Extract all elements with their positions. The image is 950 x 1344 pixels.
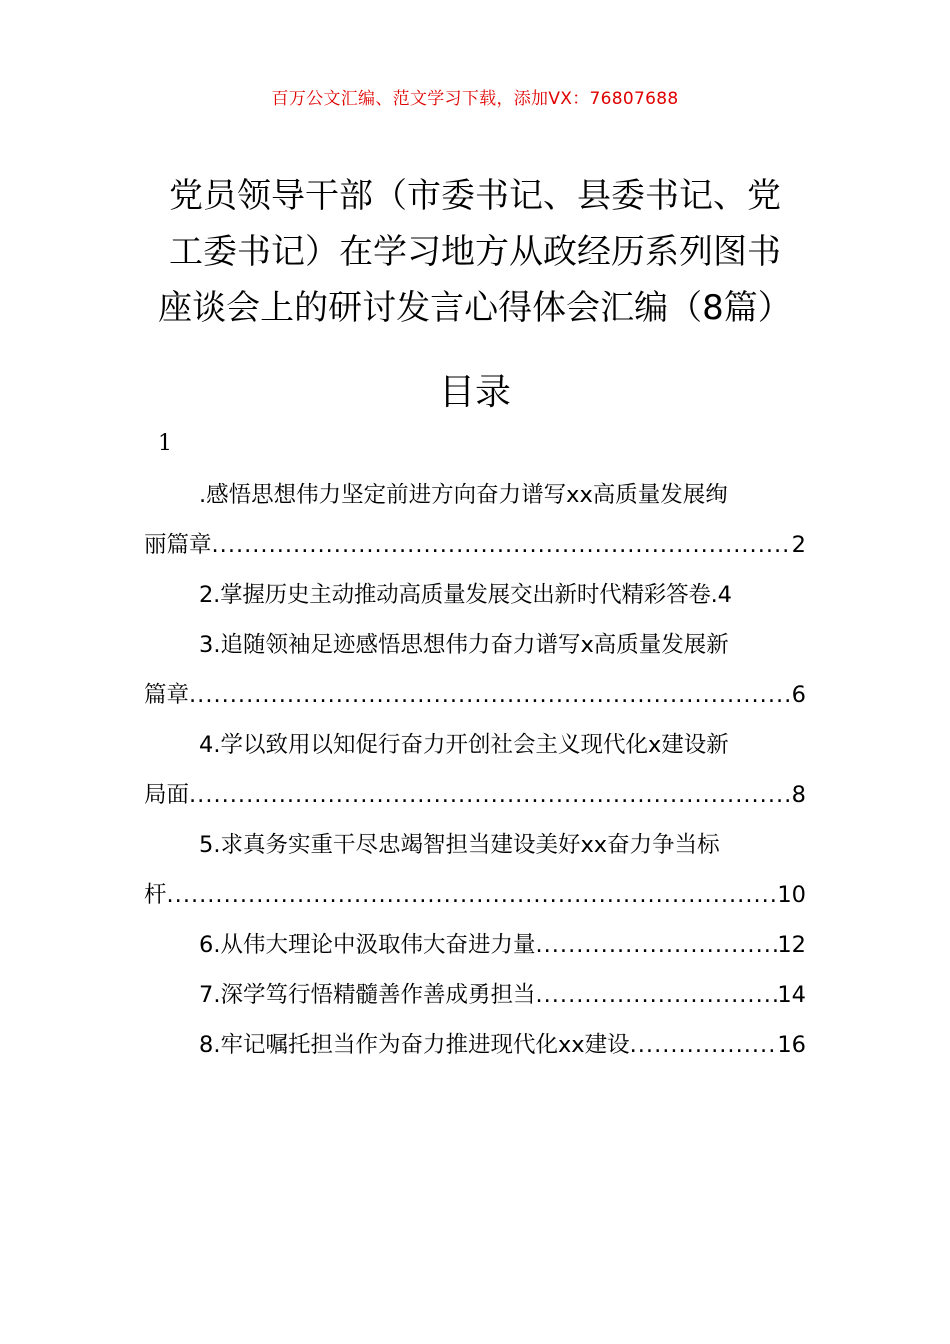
- toc-entry-3[interactable]: [144, 620, 806, 720]
- toc-entry-7[interactable]: [144, 970, 806, 1020]
- dot-leader: [212, 520, 792, 570]
- title-line-3: 座谈会上的研讨发言心得体会汇编（8篇）: [158, 288, 792, 328]
- toc-entry-8[interactable]: [144, 1020, 806, 1070]
- toc-entry-title: 5.求真务实重干尽忠竭智担当建设美好xx奋力争当标: [199, 832, 720, 858]
- dot-leader: [189, 670, 792, 720]
- toc-entry-line: [144, 570, 806, 620]
- dot-leader: [167, 870, 778, 920]
- toc-entry-title: 3.追随领袖足迹感悟思想伟力奋力谱写x高质量发展新: [199, 632, 729, 658]
- toc-entry-line: [144, 870, 806, 920]
- dot-leader: [535, 970, 777, 1020]
- title-line-2: 工委书记）在学习地方从政经历系列图书: [169, 232, 781, 272]
- toc-entry-page: 10: [777, 882, 806, 908]
- dot-leader: [535, 920, 777, 970]
- toc-entry-2[interactable]: [144, 570, 806, 620]
- toc-entry-title: 7.深学笃行悟精髓善作善成勇担当: [199, 982, 536, 1008]
- dot-leader: [189, 770, 792, 820]
- dot-leader: [630, 1020, 778, 1070]
- toc-entry-page: 4: [717, 582, 732, 608]
- toc-entry-title: 4.学以致用以知促行奋力开创社会主义现代化x建设新: [199, 732, 729, 758]
- toc-entry-page: 16: [777, 1032, 806, 1058]
- toc-entry-line: [144, 920, 806, 970]
- toc-entry-1[interactable]: [144, 470, 806, 570]
- toc-entry-title: 6.从伟大理论中汲取伟大奋进力量: [199, 932, 536, 958]
- toc-entry-line: [144, 1020, 806, 1070]
- toc-entry-page: 14: [777, 982, 806, 1008]
- toc-entry-page: 2: [791, 532, 806, 558]
- toc-entry-line: [144, 670, 806, 720]
- toc-entry-page: 8: [791, 782, 806, 808]
- title-line-1: 党员领导干部（市委书记、县委书记、党: [169, 176, 781, 216]
- toc-entry-6[interactable]: [144, 920, 806, 970]
- toc-entry-line: [144, 970, 806, 1020]
- toc-entry-page: 6: [791, 682, 806, 708]
- toc-entry-title: 2.掌握历史主动推动高质量发展交出新时代精彩答卷.: [199, 582, 718, 608]
- toc-entry-title-cont: 丽篇章: [144, 532, 212, 558]
- toc-entry-title-cont: 杆: [144, 882, 167, 908]
- toc-entry-title-cont: 局面: [144, 782, 190, 808]
- toc-entry-4[interactable]: [144, 720, 806, 820]
- toc-entry-line: [144, 770, 806, 820]
- header-watermark-note: 百万公文汇编、范文学习下载，添加VX：76807688: [271, 89, 679, 109]
- toc-entry-line: [144, 820, 806, 870]
- toc-entry-line: [144, 470, 806, 520]
- toc-heading: 目录: [438, 372, 511, 413]
- toc-entry-line: [144, 720, 806, 770]
- document-title: [140, 168, 810, 336]
- table-of-contents: [144, 470, 806, 1070]
- toc-entry-title: .感悟思想伟力坚定前进方向奋力谱写xx高质量发展绚: [199, 482, 728, 508]
- toc-entry-page: 12: [777, 932, 806, 958]
- toc-entry-title-cont: 篇章: [144, 682, 190, 708]
- stray-number: 1: [158, 431, 172, 456]
- toc-entry-line: [144, 520, 806, 570]
- toc-entry-title: 8.牢记嘱托担当作为奋力推进现代化xx建设: [199, 1032, 630, 1058]
- toc-entry-5[interactable]: [144, 820, 806, 920]
- toc-entry-line: [144, 620, 806, 670]
